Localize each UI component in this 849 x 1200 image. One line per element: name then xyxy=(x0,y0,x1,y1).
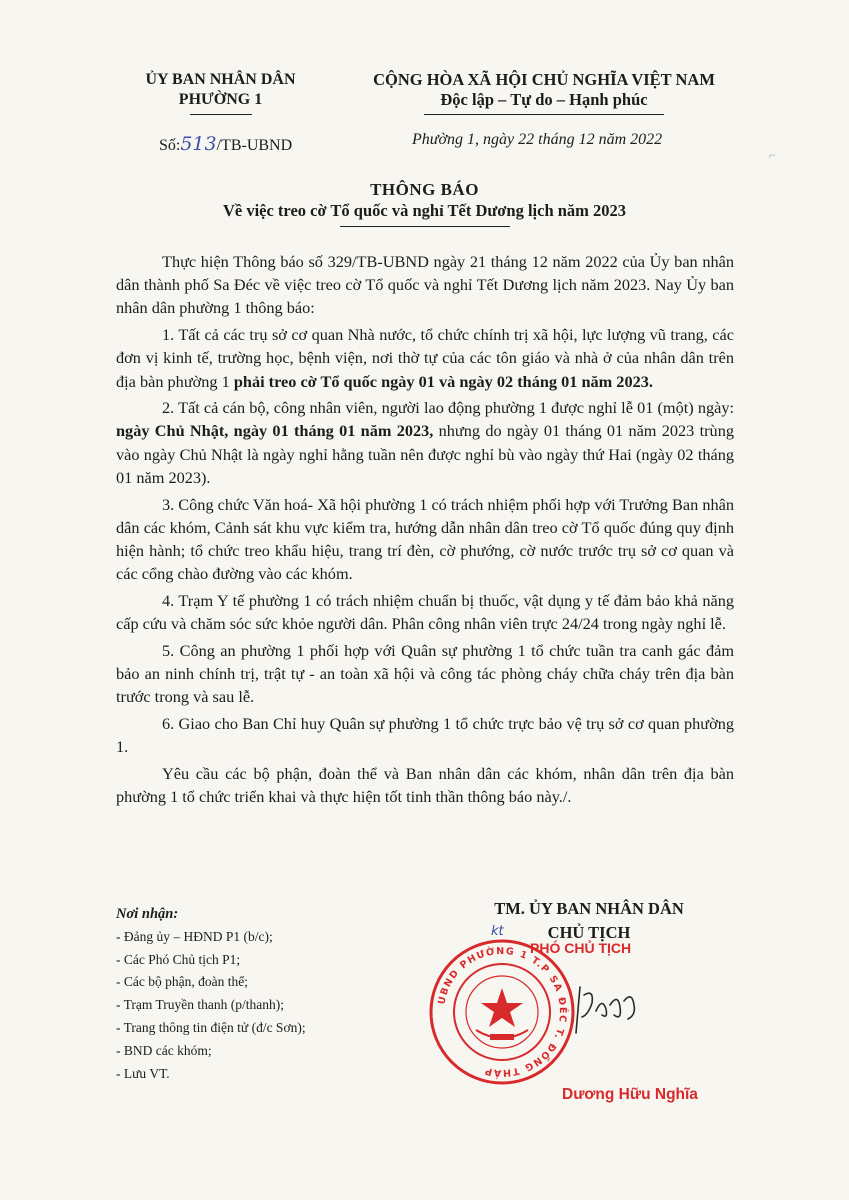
authority-line1: ỦY BAN NHÂN DÂN xyxy=(145,71,296,88)
recipients-block xyxy=(116,903,376,1085)
seal-star-icon xyxy=(481,988,523,1027)
item-5: 5. Công an phường 1 phối hợp với Quân sự phường 1 tổ chức tuần tra canh gác đảm bảo an ninh chính trị, trật tự - an toàn xã hội và công tác phòng cháy chữa cháy trên địa bàn trước trong và sau lễ. xyxy=(116,640,734,707)
recipient-item: - Lưu VT. xyxy=(116,1065,170,1081)
recipient-item: - Trạm Truyền thanh (p/thanh); xyxy=(116,997,285,1013)
item-1 xyxy=(116,323,734,393)
recipient-item: - Trang thông tin điện tử (đ/c Sơn); xyxy=(116,1019,306,1035)
signer-name: Dương Hữu Nghĩa xyxy=(562,1086,698,1103)
item-6: 6. Giao cho Ban Chỉ huy Quân sự phường 1 tổ chức trực bảo vệ trụ sở cơ quan phường 1. xyxy=(116,713,734,757)
recipients-list xyxy=(116,926,376,1086)
item-2-text-b: nhưng do ngày 01 tháng 01 năm 2023 trùng vào ngày Chủ Nhật là ngày nghỉ hằng tuần nên được nghỉ bù vào ngày thứ Hai (ngày 02 tháng 01 năm 2023). xyxy=(116,421,734,487)
document-title: THÔNG BÁO xyxy=(370,180,479,199)
deputy-chair-title: PHÓ CHỦ TỊCH xyxy=(530,940,632,956)
title-underline xyxy=(340,226,510,227)
document-number xyxy=(159,133,292,155)
doc-number-prefix: Số: xyxy=(159,137,181,154)
item-2-emphasis: ngày Chủ Nhật, ngày 01 tháng 01 năm 2023, xyxy=(116,421,434,441)
seal-text: UBND PHƯỜNG 1 T.P SA ĐÉC T. ĐỒNG THÁP xyxy=(436,945,569,1079)
item-2 xyxy=(116,396,734,489)
official-seal xyxy=(428,938,576,1086)
authority-underline xyxy=(190,114,252,115)
national-motto xyxy=(364,70,724,115)
doc-number-handwritten: 513 xyxy=(180,133,217,155)
recipient-item: - BND các khóm; xyxy=(116,1042,212,1058)
item-4: 4. Trạm Y tế phường 1 có trách nhiệm chuẩn bị thuốc, vật dụng y tế đảm bảo khả năng cấp cứu và chăm sóc sức khỏe người dân. Phân công nhân viên trực 24/24 trong ngày nghỉ lễ. xyxy=(116,590,734,634)
recipient-item: - Các Phó Chủ tịch P1; xyxy=(116,951,241,967)
document-heading xyxy=(0,180,849,227)
kt-handwritten-mark: kt xyxy=(491,924,504,939)
document-subtitle: Về việc treo cờ Tổ quốc và nghỉ Tết Dương lịch năm 2023 xyxy=(222,201,627,220)
motto-underline xyxy=(424,114,664,115)
item-1-emphasis: phải treo cờ Tổ quốc ngày 01 và ngày 02 tháng 01 năm 2023. xyxy=(233,371,653,391)
doc-number-suffix: /TB-UBND xyxy=(216,137,293,154)
item-2-text-a: 2. Tất cả cán bộ, công nhân viên, người lao động phường 1 được nghỉ lễ 01 (một) ngày: xyxy=(162,398,734,418)
scan-mark: ⌐ xyxy=(769,148,776,162)
recipient-item: - Đảng ủy – HĐND P1 (b/c); xyxy=(116,928,273,944)
document-body xyxy=(116,250,734,812)
authority-line2: PHƯỜNG 1 xyxy=(178,91,263,108)
signature-role: CHỦ TỊCH xyxy=(547,923,631,942)
signature-org: TM. ỦY BAN NHÂN DÂN xyxy=(494,899,684,918)
nation-name: CỘNG HÒA XÃ HỘI CHỦ NGHĨA VIỆT NAM xyxy=(373,70,715,89)
issuing-authority xyxy=(118,70,323,115)
recipients-title: Nơi nhận: xyxy=(116,906,179,922)
item-3: 3. Công chức Văn hoá- Xã hội phường 1 có trách nhiệm phối hợp với Trưởng Ban nhân dân các khóm, Cảnh sát khu vực kiểm tra, hướng dẫn nhân dân treo cờ Tổ quốc đúng quy định hiện hành; tổ chức treo khẩu hiệu, trang trí đèn, cờ phướng, cờ nước trước trụ sở cơ quan và các cổng chào đường vào các khóm. xyxy=(116,494,734,584)
closing-paragraph: Yêu cầu các bộ phận, đoàn thể và Ban nhân dân các khóm, nhân dân trên địa bàn phường 1 tổ chức triển khai và thực hiện tốt tinh thần thông báo này./. xyxy=(116,763,734,806)
item-1-text: 1. Tất cả các trụ sở cơ quan Nhà nước, tổ chức chính trị xã hội, lực lượng vũ trang, các đơn vị kinh tế, trường học, bệnh viện, nơi thờ tự của các tôn giáo và nhà ở của nhân dân trên địa bàn phường 1 xyxy=(116,325,734,391)
motto: Độc lập – Tự do – Hạnh phúc xyxy=(440,90,648,109)
recipient-item: - Các bộ phận, đoàn thể; xyxy=(116,974,248,990)
handwritten-signature xyxy=(562,975,642,1045)
intro-paragraph: Thực hiện Thông báo số 329/TB-UBND ngày 21 tháng 12 năm 2022 của Ủy ban nhân dân thành phố Sa Đéc về việc treo cờ Tổ quốc và nghỉ Tết Dương lịch năm 2023. Nay Ủy ban nhân dân phường 1 thông báo: xyxy=(116,252,734,318)
issue-date: Phường 1, ngày 22 tháng 12 năm 2022 xyxy=(412,131,663,148)
